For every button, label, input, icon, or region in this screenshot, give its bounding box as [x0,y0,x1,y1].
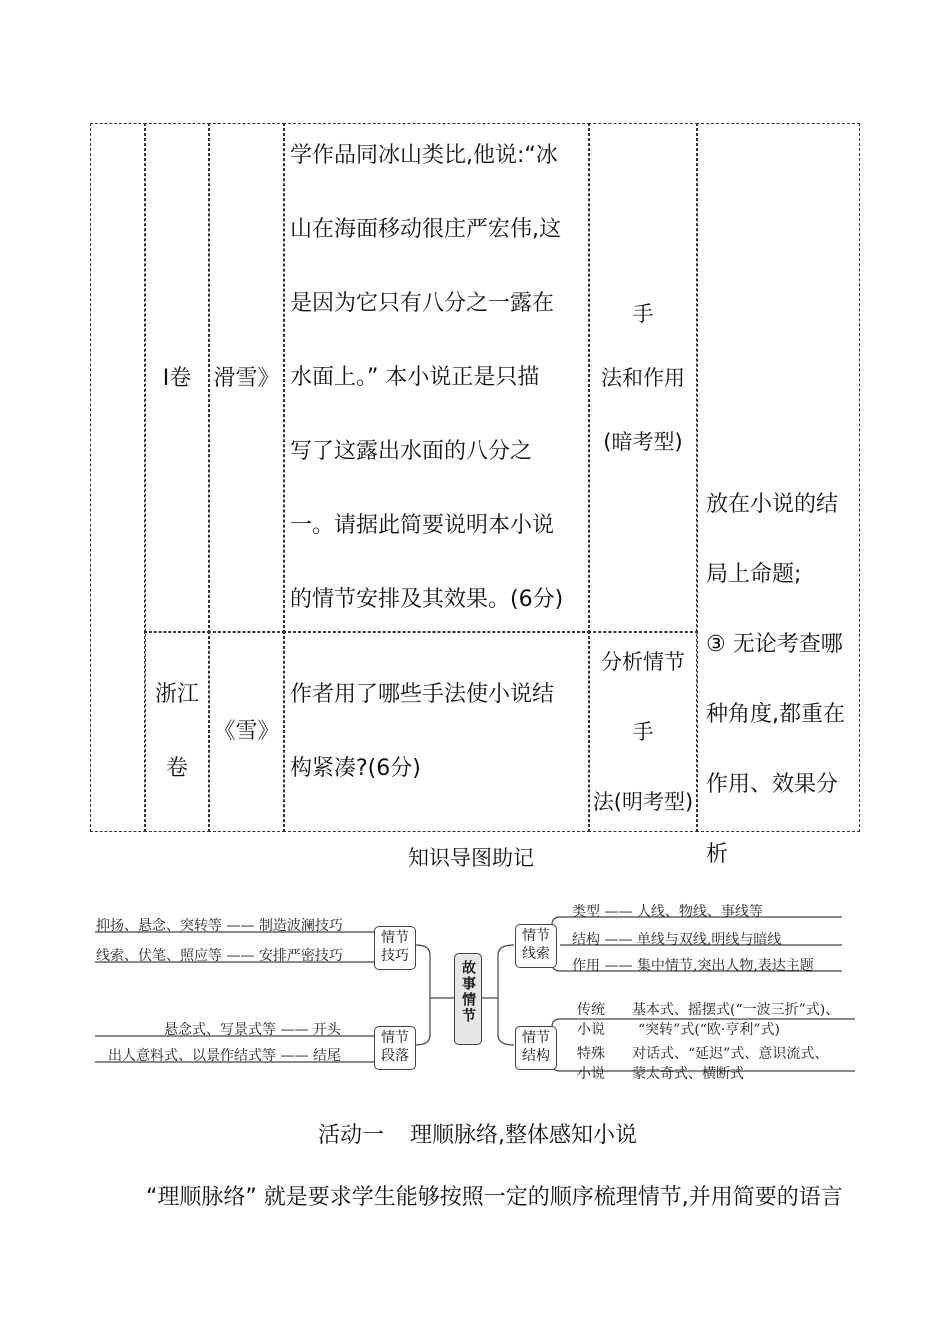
map-item: 抑扬、悬念、突转等 —— 制造波澜技巧 [96,918,343,934]
branch-label: 情节 [381,1030,409,1046]
branch-label: 技巧 [381,948,409,964]
group-detail: 蒙太奇式、横断式 [632,1066,744,1082]
group-detail: “突转”式(“欧·亨利”式) [638,1022,781,1038]
method-line: (暗考型) [603,430,683,454]
method-line: 手 [632,302,654,326]
group-name: 特殊 [577,1046,605,1062]
branch-box-structure [515,1026,557,1070]
branch-label: 情节 [381,930,409,946]
map-item: 结构 —— 单线与双线,明线与暗线 [572,932,782,948]
question-text: 学作品同冰山类比,他说:“冰 山在海面移动很庄严宏伟,这 是因为它只有八分之一露在 水面上。” 本小说正是只描 写了这露出水面的八分之 一。请据此简要说明本小说 的情节安排及其效果。(6分) [290,143,564,612]
group-name: 传统 [577,1002,605,1018]
group-name: 小说 [577,1066,605,1082]
method-line: 分析情节 [601,649,685,674]
group-detail: 对话式、“延迟”式、意识流式、 [632,1046,829,1062]
volume-label: Ⅰ卷 [162,365,192,391]
branch-label: 线索 [522,946,550,962]
center-label: 故事情节 [460,960,476,1024]
branch-box-technique [374,926,416,970]
branch-box-paragraph [374,1026,416,1070]
method-line: 法(明考型) [592,789,694,814]
question-text: 作者用了哪些手法使小说结 构紧凑?(6分) [290,681,555,781]
branch-box-clue [515,924,557,968]
map-item: 悬念式、写景式等 —— 开头 [164,1022,341,1038]
center-box [454,953,482,1045]
body-paragraph: “理顺脉络” 就是要求学生能够按照一定的顺序梳理情节,并用简要的语言 [146,1185,843,1210]
cell-question [283,123,590,633]
text-title: 滑雪》 [213,365,280,391]
group-detail: 基本式、摇摆式(“一波三折”式)、 [632,1002,840,1018]
cell-method [588,631,698,832]
branch-label: 段落 [381,1048,409,1064]
table-cell-empty [90,123,146,832]
cell-title [208,631,285,832]
volume-label: 浙江 [154,681,199,707]
activity-title: 理顺脉络,整体感知小说 [410,1123,638,1148]
cell-volume [144,123,210,633]
branch-label: 结构 [522,1048,550,1064]
activity-heading [318,1118,637,1149]
mind-map-title: 知识导图助记 [408,846,534,870]
note-text: 放在小说的结 局上命题; ③ 无论考查哪 种角度,都重在 作用、效果分 析 [706,492,845,867]
map-item: 出人意料式、以景作结式等 —— 结尾 [108,1048,341,1064]
group-name: 小说 [577,1022,605,1038]
text-title: 《雪》 [213,719,280,744]
cell-title [208,123,285,633]
method-line: 法和作用 [601,366,685,390]
volume-label: 卷 [165,755,188,781]
cell-volume [144,631,210,832]
branch-label: 情节 [522,1030,550,1046]
cell-method [588,123,698,633]
cell-question [283,631,590,832]
map-item: 类型 —— 人线、物线、事线等 [572,904,763,920]
mind-map [90,895,860,1085]
method-line: 手 [632,719,654,744]
map-item: 线索、伏笔、照应等 —— 安排严密技巧 [96,948,343,964]
activity-label: 活动一 [318,1123,385,1148]
map-item: 作用 —— 集中情节,突出人物,表达主题 [572,958,814,974]
branch-label: 情节 [522,928,550,944]
